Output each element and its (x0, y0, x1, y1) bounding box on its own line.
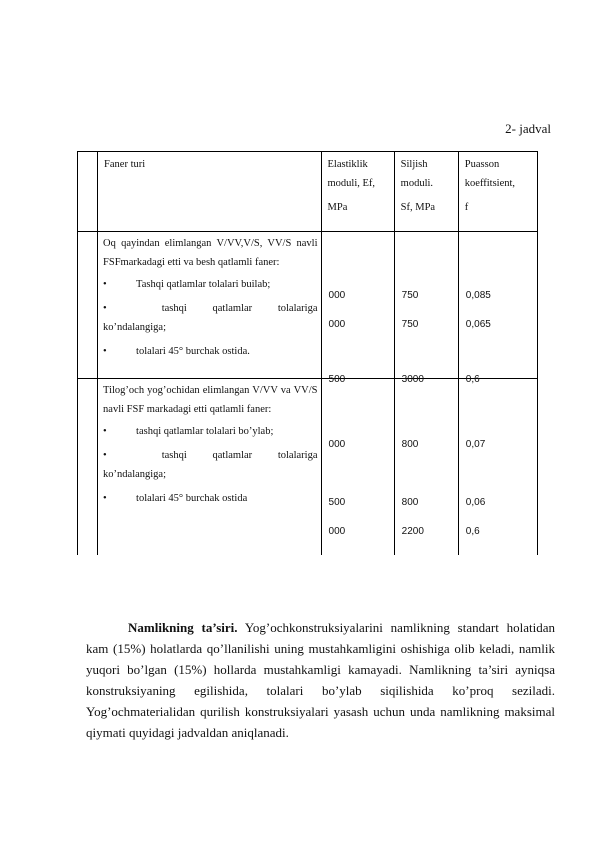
header-type: Faner turi (98, 152, 321, 232)
table-row (78, 232, 538, 379)
poisson-values: 0,07 0,06 0,6 (458, 379, 537, 555)
header-shear: Siljish moduli. Sf, MPa (394, 152, 458, 232)
row-description: Tilog’och yog’ochidan elimlangan V/VV va VV/S navli FSF markadagi etti qatlamli faner: • tashqi qatlamlar tolalari bo’ylab; • tashqi qatlamlar tolalariga ko’ndalangiga; • tolalari 45° burchak ostida (98, 379, 321, 555)
poisson-values: 0,085 0,065 0,6 (458, 232, 537, 379)
table-caption: 2- jadval (505, 121, 551, 136)
table-header-row (78, 152, 538, 232)
header-poisson: Puasson koeffitsient, f (458, 152, 537, 232)
paragraph-heading: Namlikning ta’siri. (128, 620, 238, 635)
index-cell (78, 232, 98, 379)
shear-values: 800 800 2200 (394, 379, 458, 555)
shear-values: 750 750 3000 (394, 232, 458, 379)
elastic-values: 000 500 000 (321, 379, 394, 555)
table-row (78, 379, 538, 555)
properties-table (77, 151, 538, 555)
row-description: Oq qayindan elimlangan V/VV,V/S, VV/S navli FSFmarkadagi etti va besh qatlamli faner: • Tashqi qatlamlar tolalari builab; • tashqi qatlamlar tolalariga ko’ndalangiga; • tolalari 45° burchak ostida. (98, 232, 321, 379)
index-cell (78, 152, 98, 232)
index-cell (78, 379, 98, 555)
header-elastic: Elastiklik moduli, Ef, MPa (321, 152, 394, 232)
body-paragraph (86, 617, 555, 743)
elastic-values: 000 000 500 (321, 232, 394, 379)
paragraph-text: Yog’ochkonstruksiyalarini namlikning standart holatidan kam (15%) holatlarda qo’llanilishi uning mustahkamligini oshishiga olib keladi, namlik yuqori bo’lgan (15%) hollarda mustahkamligi kamayadi. Namlikning ta’siri ayniqsa konstruksiyaning egilishida, tolalari bo’ylab siqilishida ko’proq seziladi. Yog’ochmaterialidan qurilish konstruksiyalari yasash uchun unda namlikning maksimal qiymati quyidagi jadvaldan aniqlanadi. (86, 620, 555, 740)
